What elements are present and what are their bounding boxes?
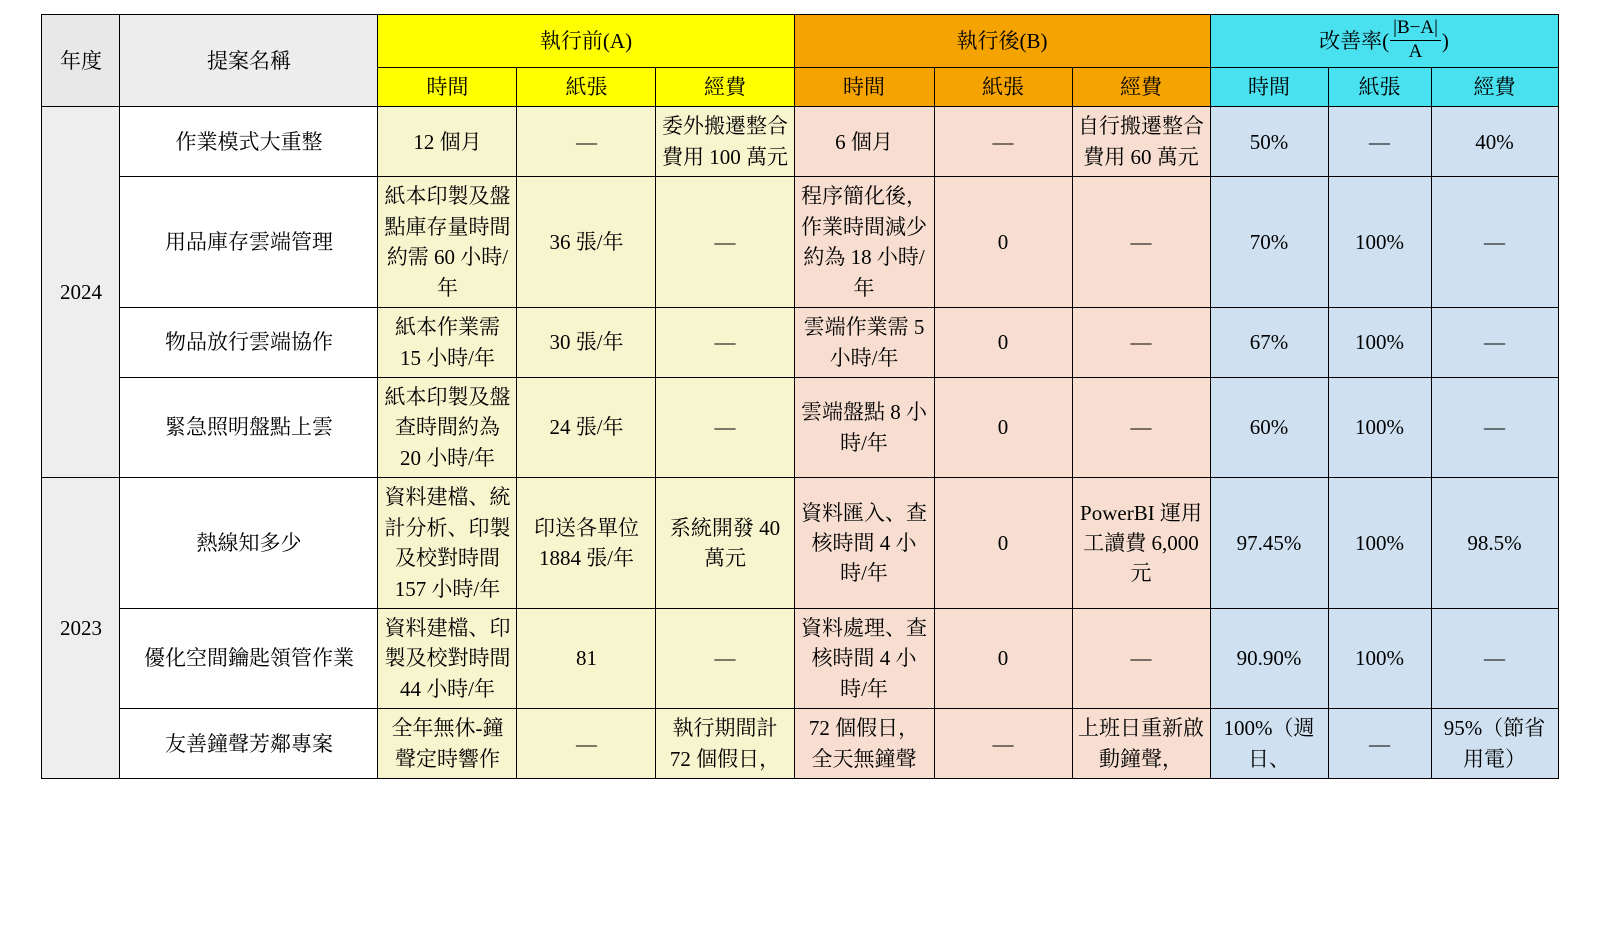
rate-time: 50% <box>1210 107 1328 177</box>
subheader-rate-cost: 經費 <box>1431 68 1558 107</box>
header-year: 年度 <box>42 15 120 107</box>
proposal-name: 友善鐘聲芳鄰專案 <box>120 709 378 779</box>
after-paper: 0 <box>934 177 1072 308</box>
table-row <box>42 377 1558 477</box>
subheader-after-cost: 經費 <box>1072 68 1210 107</box>
rate-paper: — <box>1328 107 1431 177</box>
subheader-rate-time: 時間 <box>1210 68 1328 107</box>
after-paper: 0 <box>934 478 1072 609</box>
after-cost: PowerBI 運用工讀費 6,000 元 <box>1072 478 1210 609</box>
rate-cost: 95%（節省用電） <box>1431 709 1558 779</box>
after-time: 雲端作業需 5 小時/年 <box>794 308 934 378</box>
rate-time: 90.90% <box>1210 609 1328 709</box>
rate-cost: 98.5% <box>1431 478 1558 609</box>
before-paper: 24 張/年 <box>517 377 656 477</box>
before-time: 資料建檔、印製及校對時間 44 小時/年 <box>378 609 517 709</box>
before-paper: 30 張/年 <box>517 308 656 378</box>
rate-paper: 100% <box>1328 478 1431 609</box>
before-paper: 印送各單位 1884 張/年 <box>517 478 656 609</box>
after-paper: 0 <box>934 609 1072 709</box>
rate-time: 60% <box>1210 377 1328 477</box>
proposal-name: 物品放行雲端協作 <box>120 308 378 378</box>
subheader-after-paper: 紙張 <box>934 68 1072 107</box>
rate-cost: — <box>1431 377 1558 477</box>
subheader-after-time: 時間 <box>794 68 934 107</box>
after-cost: — <box>1072 308 1210 378</box>
after-cost: 上班日重新啟動鐘聲， <box>1072 709 1210 779</box>
rate-cost: — <box>1431 177 1558 308</box>
rate-cost: — <box>1431 308 1558 378</box>
before-paper: 81 <box>517 609 656 709</box>
after-time: 72 個假日，全天無鐘聲 <box>794 709 934 779</box>
proposal-name: 熱線知多少 <box>120 478 378 609</box>
before-cost: 委外搬遷整合費用 100 萬元 <box>656 107 794 177</box>
rate-cost: — <box>1431 609 1558 709</box>
before-cost: — <box>656 609 794 709</box>
table-row <box>42 609 1558 709</box>
proposal-name: 作業模式大重整 <box>120 107 378 177</box>
rate-cost: 40% <box>1431 107 1558 177</box>
before-cost: 執行期間計 72 個假日， <box>656 709 794 779</box>
year-cell-2023: 2023 <box>42 478 120 779</box>
proposal-name: 用品庫存雲端管理 <box>120 177 378 308</box>
rate-time: 100%（週日、 <box>1210 709 1328 779</box>
rate-paper: 100% <box>1328 377 1431 477</box>
subheader-rate-paper: 紙張 <box>1328 68 1431 107</box>
after-time: 資料匯入、查核時間 4 小時/年 <box>794 478 934 609</box>
before-time: 全年無休-鐘聲定時響作 <box>378 709 517 779</box>
before-cost: — <box>656 177 794 308</box>
rate-fraction-denominator: A <box>1408 40 1423 62</box>
table-row <box>42 308 1558 378</box>
after-paper: — <box>934 709 1072 779</box>
year-cell-2024: 2024 <box>42 107 120 478</box>
rate-paper: 100% <box>1328 609 1431 709</box>
rate-fraction <box>1390 18 1441 62</box>
subheader-before-time: 時間 <box>378 68 517 107</box>
rate-time: 67% <box>1210 308 1328 378</box>
header-before: 執行前(A) <box>378 15 794 68</box>
after-paper: 0 <box>934 308 1072 378</box>
rate-label-prefix: 改善率( <box>1319 28 1390 53</box>
before-time: 12 個月 <box>378 107 517 177</box>
improvement-rate-table <box>41 14 1558 779</box>
after-paper: 0 <box>934 377 1072 477</box>
rate-paper: 100% <box>1328 177 1431 308</box>
subheader-before-cost: 經費 <box>656 68 794 107</box>
before-cost: — <box>656 377 794 477</box>
after-cost: — <box>1072 177 1210 308</box>
before-cost: — <box>656 308 794 378</box>
after-time: 雲端盤點 8 小時/年 <box>794 377 934 477</box>
after-cost: — <box>1072 377 1210 477</box>
before-time: 紙本印製及盤查時間約為 20 小時/年 <box>378 377 517 477</box>
after-time: 程序簡化後，作業時間減少約為 18 小時/年 <box>794 177 934 308</box>
before-paper: 36 張/年 <box>517 177 656 308</box>
rate-time: 97.45% <box>1210 478 1328 609</box>
table-row <box>42 478 1558 609</box>
before-time: 紙本作業需 15 小時/年 <box>378 308 517 378</box>
after-paper: — <box>934 107 1072 177</box>
header-improvement-rate <box>1210 15 1558 68</box>
before-time: 紙本印製及盤點庫存量時間約需 60 小時/年 <box>378 177 517 308</box>
rate-fraction-numerator: |B−A| <box>1390 18 1441 41</box>
after-time: 6 個月 <box>794 107 934 177</box>
header-proposal-name: 提案名稱 <box>120 15 378 107</box>
after-time: 資料處理、查核時間 4 小時/年 <box>794 609 934 709</box>
after-cost: — <box>1072 609 1210 709</box>
header-after: 執行後(B) <box>794 15 1210 68</box>
after-cost: 自行搬遷整合費用 60 萬元 <box>1072 107 1210 177</box>
rate-paper: — <box>1328 709 1431 779</box>
before-cost: 系統開發 40 萬元 <box>656 478 794 609</box>
before-time: 資料建檔、統計分析、印製及校對時間 157 小時/年 <box>378 478 517 609</box>
subheader-before-paper: 紙張 <box>517 68 656 107</box>
table-row <box>42 177 1558 308</box>
proposal-name: 緊急照明盤點上雲 <box>120 377 378 477</box>
table-row <box>42 107 1558 177</box>
proposal-name: 優化空間鑰匙領管作業 <box>120 609 378 709</box>
rate-time: 70% <box>1210 177 1328 308</box>
table-header-row-1 <box>42 15 1558 68</box>
before-paper: — <box>517 709 656 779</box>
table-row <box>42 709 1558 779</box>
before-paper: — <box>517 107 656 177</box>
rate-label-suffix: ) <box>1441 28 1449 53</box>
rate-paper: 100% <box>1328 308 1431 378</box>
